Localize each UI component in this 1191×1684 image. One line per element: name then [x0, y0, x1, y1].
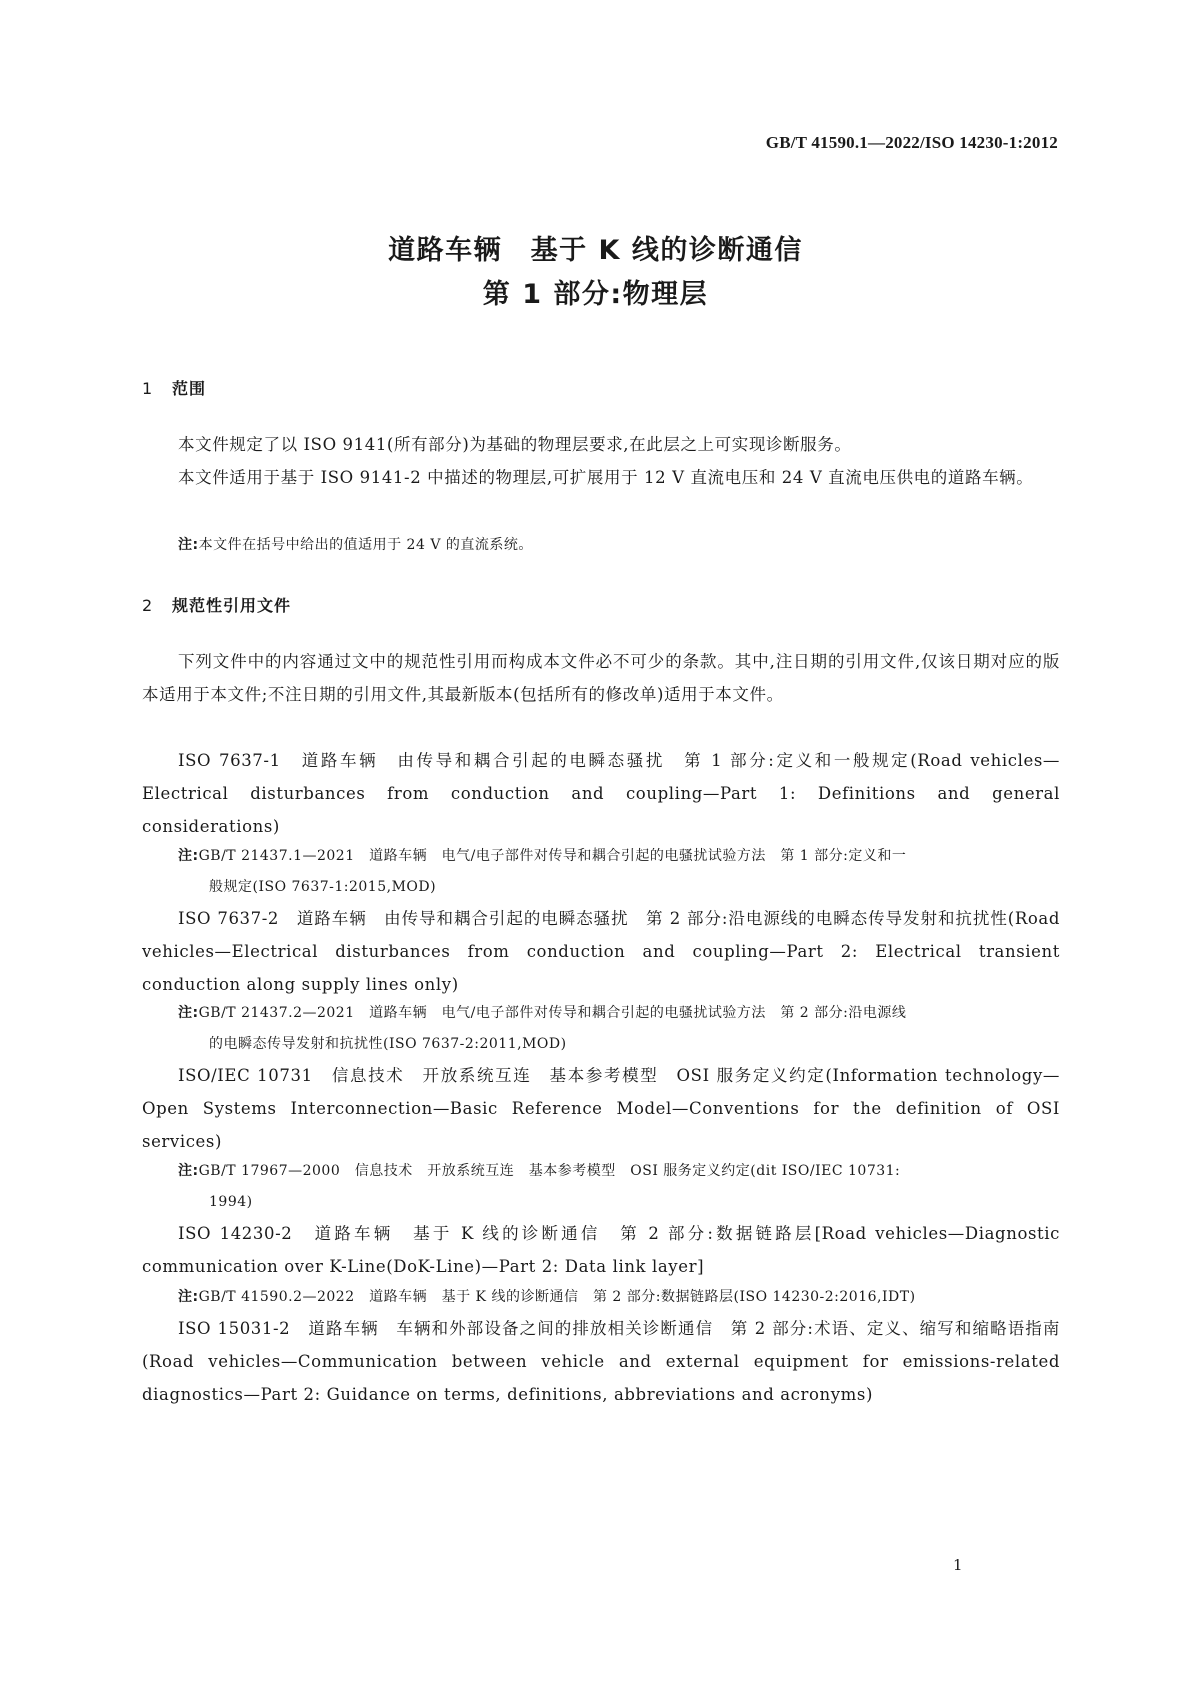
note-label: 注: [178, 1163, 199, 1179]
scope-note [178, 530, 1060, 561]
reference-note-iso-7637-2 [178, 998, 1060, 1060]
section-heading-normative-references [142, 593, 291, 616]
document-subtitle: 第 1 部分:物理层 [482, 279, 709, 310]
reference-note-iso-7637-1 [178, 841, 1060, 903]
note-text-continued: 般规定(ISO 7637-1:2015,MOD) [209, 879, 437, 895]
reference-note-iso-14230-2 [178, 1282, 1060, 1313]
note-label: 注: [178, 1005, 199, 1021]
page-number: 1 [953, 1556, 963, 1574]
note-text: 本文件在括号中给出的值适用于 24 V 的直流系统。 [198, 537, 533, 553]
reference-iso-15031-2: ISO 15031-2 道路车辆 车辆和外部设备之间的排放相关诊断通信 第 2 部分:术语、定义、缩写和缩略语指南(Road vehicles—Communication between vehicle and external equipment for emissions-related diagnostics—Part 2: Guidance on terms, definitions, abbreviations and acronyms) [142, 1319, 1060, 1404]
note-text-continued: 的电瞬态传导发射和抗扰性(ISO 7637-2:2011,MOD) [209, 1036, 567, 1052]
section-number: 1 [142, 379, 154, 398]
note-text: GB/T 21437.2—2021 道路车辆 电气/电子部件对传导和耦合引起的电骚扰试验方法 第 2 部分:沿电源线 [198, 1005, 907, 1021]
document-title: 道路车辆 基于 K 线的诊断通信 [388, 235, 803, 266]
note-text: GB/T 17967—2000 信息技术 开放系统互连 基本参考模型 OSI 服务定义约定(dit ISO/IEC 10731: [198, 1163, 901, 1179]
standard-code: GB/T 41590.1—2022/ISO 14230-1:2012 [765, 133, 1058, 152]
reference-note-iso-iec-10731 [178, 1156, 1060, 1218]
note-text-continued: 1994) [209, 1194, 253, 1210]
note-label: 注: [178, 848, 199, 864]
scope-paragraph-2: 本文件适用于基于 ISO 9141-2 中描述的物理层,可扩展用于 12 V 直流电压和 24 V 直流电压供电的道路车辆。 [178, 468, 1034, 487]
scope-paragraph-1: 本文件规定了以 ISO 9141(所有部分)为基础的物理层要求,在此层之上可实现诊断服务。 [178, 435, 852, 454]
note-label: 注: [178, 537, 199, 553]
section-heading-scope [142, 376, 206, 399]
reference-iso-7637-2: ISO 7637-2 道路车辆 由传导和耦合引起的电瞬态骚扰 第 2 部分:沿电源线的电瞬态传导发射和抗扰性(Road vehicles—Electrical disturbances from conduction and coupling—Part 2: Electrical transient conduction along supply lines only) [142, 909, 1060, 994]
reference-iso-7637-1: ISO 7637-1 道路车辆 由传导和耦合引起的电瞬态骚扰 第 1 部分:定义和一般规定(Road vehicles—Electrical disturbances from conduction and coupling—Part 1: Definitions and general considerations) [142, 751, 1060, 836]
reference-iso-14230-2: ISO 14230-2 道路车辆 基于 K 线的诊断通信 第 2 部分:数据链路层[Road vehicles—Diagnostic communication over K-Line(DoK-Line)—Part 2: Data link layer] [142, 1224, 1060, 1276]
section-title: 规范性引用文件 [172, 596, 292, 615]
note-label: 注: [178, 1289, 199, 1305]
reference-iso-iec-10731: ISO/IEC 10731 信息技术 开放系统互连 基本参考模型 OSI 服务定义约定(Information technology—Open Systems Interconnection—Basic Reference Model—Conventions for the definition of OSI services) [142, 1066, 1060, 1151]
section-number: 2 [142, 596, 154, 615]
note-text: GB/T 41590.2—2022 道路车辆 基于 K 线的诊断通信 第 2 部分:数据链路层(ISO 14230-2:2016,IDT) [198, 1289, 916, 1305]
note-text: GB/T 21437.1—2021 道路车辆 电气/电子部件对传导和耦合引起的电骚扰试验方法 第 1 部分:定义和一 [198, 848, 907, 864]
section-title: 范围 [172, 379, 207, 398]
references-intro: 下列文件中的内容通过文中的规范性引用而构成本文件必不可少的条款。其中,注日期的引用文件,仅该日期对应的版本适用于本文件;不注日期的引用文件,其最新版本(包括所有的修改单)适用于本文件。 [142, 652, 1060, 704]
